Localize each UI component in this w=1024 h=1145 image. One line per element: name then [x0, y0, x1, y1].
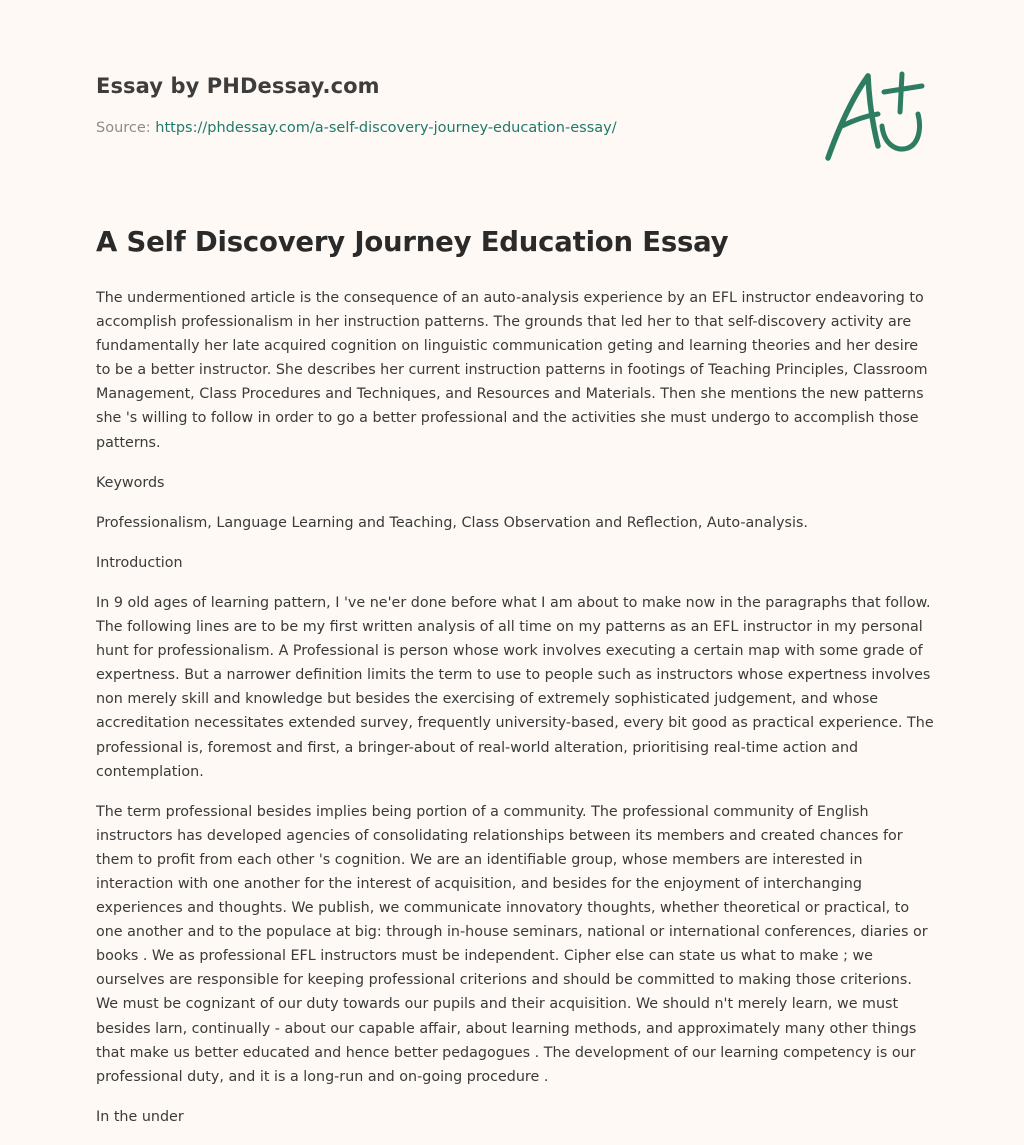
body-paragraph-truncated: In the under — [96, 1108, 184, 1125]
source-line — [96, 120, 796, 136]
body-paragraph: In 9 old ages of learning pattern, I 've ne'er done before what I am about to make now in the paragraphs that follow. The following lines are to be my first written analysis of all time on my patterns as an EFL instructor in my personal hunt for professionalism. A Professional is person whose work involves executing a certain map with some grade of expertness. But a narrower definition limits the term to use to people such as instructors whose expertness involves non merely skill and knowledge but besides the exercising of extremely sophisticated judgement, and whose accreditation necessitates extended survey, frequently university-based, every bit good as practical experience. The professional is, foremost and first, a bringer-about of real-world alteration, prioritising real-time action and contemplation. — [96, 594, 934, 780]
essay-body — [96, 286, 936, 1145]
source-label: Source: — [96, 120, 151, 136]
a-plus-grade-icon — [822, 68, 928, 164]
body-paragraph: The term professional besides implies being portion of a community. The professional community of English instructors has developed agencies of consolidating relationships between its members and created chances for them to profit from each other 's cognition. We are an identifiable group, whose members are interested in interaction with one another for the interest of acquisition, and besides for the enjoyment of interchanging experiences and thoughts. We publish, we communicate innovatory thoughts, whether theoretical or practical, to one another and to the populace at big: through in-house seminars, national or international conferences, diaries or books . We as professional EFL instructors must be independent. Cipher else can state us what to make ; we ourselves are responsible for keeping professional criterions and should be committed to making those criterions. We must be cognizant of our duty towards our pupils and their acquisition. We should n't merely learn, we must besides larn, continually - about our capable affair, about learning methods, and approximately many other things that make us better educated and hence better pedagogues . The development of our learning competency is our professional duty, and it is a long-run and on-going procedure . — [96, 803, 928, 1085]
abstract-paragraph: The undermentioned article is the consequence of an auto-analysis experience by an EFL instructor endeavoring to accomplish professionalism in her instruction patterns. The grounds that led her to that self-discovery activity are fundamentally her late acquired cognition on linguistic communication geting and learning theories and her desire to be a better instructor. She describes her current instruction patterns in footings of Teaching Principles, Classroom Management, Class Procedures and Techniques, and Resources and Materials. Then she mentions the new patterns she 's willing to follow in order to go a better professional and the activities she must undergo to accomplish those patterns. — [96, 290, 928, 451]
page-header — [96, 74, 796, 136]
essay-title: A Self Discovery Journey Education Essay — [96, 226, 729, 258]
source-link[interactable]: https://phdessay.com/a-self-discovery-journey-education-essay/ — [155, 120, 617, 136]
site-title: Essay by PHDessay.com — [96, 74, 380, 98]
keywords-paragraph: Professionalism, Language Learning and Teaching, Class Observation and Reflection, Auto-analysis. — [96, 514, 808, 531]
keywords-heading: Keywords — [96, 474, 165, 491]
introduction-heading: Introduction — [96, 554, 183, 571]
